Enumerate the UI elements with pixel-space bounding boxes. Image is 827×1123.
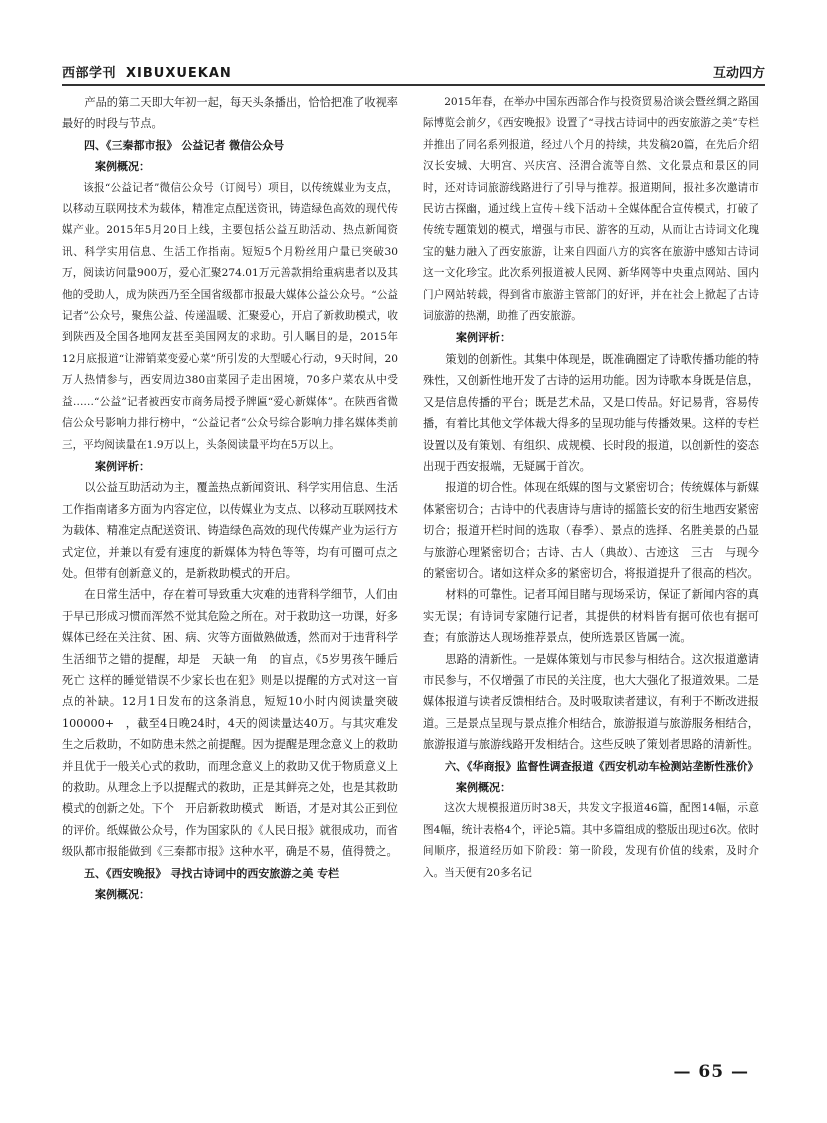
- column-name: 互动四方: [712, 66, 765, 81]
- page-number: — 65 —: [673, 1062, 749, 1082]
- right-column: [423, 92, 759, 1052]
- paragraph: 产品的第二天即大年初一起，每天头条播出，恰恰把准了收视率最好的时段与节点。: [62, 96, 398, 131]
- case-summary: 这次大规模报道历时38天，共发文字报道46篇，配图14幅，示意图4幅，统计表格4个，评论5篇。其中多篇组成的整版出现过6次。依时间顺序，报道经历如下阶段：第一阶段，发现有价值的线索，及时介入。当天便有20多名记: [423, 802, 759, 879]
- paragraph: 策划的创新性。其集中体现是，既准确圈定了诗歌传播功能的特殊性，又创新性地开发了古诗的运用功能。因为诗歌本身既是信息，又是信息传播的平台；既是艺术品，又是口传品。好记易背，容易传播，有着比其他文学体裁大得多的呈现功能与传播效果。这样的专栏设置以及有策划、有组织、成规模、长时段的报道，以创新性的姿态出现于西安报端，无疑属于首次。: [423, 352, 759, 473]
- journal-name: 西部学刊 XIBUXUEKAN: [62, 66, 232, 81]
- case-summary: 2015年春，在举办中国东西部合作与投资贸易洽谈会暨丝绸之路国际博览会前夕，《西安晚报》设置了“寻找古诗词中的西安旅游之美”专栏并推出了同名系列报道，经过八个月的持续，共发稿20篇，在先后介绍汉长安城、大明宫、兴庆宫、泾渭合流等自然、文化景点和景区的同时，还对诗词旅游线路进行了引导与推荐。报道期间，报社多次邀请市民访古探幽，通过线上宣传＋线下活动＋全媒体配合宣传模式，打破了传统专题策划的模式，增强与市民、游客的互动，从而让古诗词文化瑰宝的魅力融入了西安旅游，让来自四面八方的宾客在旅游中感知古诗词这一文化珍宝。此次系列报道被人民网、新华网等中央重点网站、国内门户网站转载，得到省市旅游主管部门的好评，并在社会上掀起了古诗词旅游的热潮，助推了西安旅游。: [423, 96, 759, 323]
- section-heading-6: 六、《华商报》监督性调查报道《西安机动车检测站垄断性涨价》: [445, 759, 759, 773]
- paragraph: 思路的清新性。一是媒体策划与市民参与相结合。这次报道邀请市民参与，不仅增强了市民的关注度，也大大强化了报道效果。二是媒体报道与读者反馈相结合。及时吸取读者建议，有利于不断改进报道。三是景点呈现与景点推介相结合，旅游报道与旅游服务相结合，旅游报道与旅游线路开发相结合。这些反映了策划者思路的清新性。: [423, 652, 759, 752]
- subheading: 案例评析：: [95, 459, 150, 473]
- paragraph: 以公益互助活动为主，覆盖热点新闻资讯、科学实用信息、生活工作指南诸多方面为内容定位，以传媒业为支点、以移动互联网技术为载体、精准定点配送资讯、铸造绿色高效的现代传媒产业为运行方式定位，并兼以有爱有速度的新媒体为特色等等，均有可圈可点之处。但带有创新意义的，是新救助模式的开启。: [62, 481, 398, 580]
- case-summary: 该报“公益记者”微信公众号（订阅号）项目，以传统媒业为支点，以移动互联网技术为载体，精准定点配送资讯，铸造绿色高效的现代传媒产业。2015年5月20日上线，主要包括公益互助活动、热点新闻资讯、科学实用信息、生活工作指南。短短5个月粉丝用户量已突破30万，阅读访问量900万，爱心汇聚274.01万元善款捐给重病患者以及其他的受助人，成为陕西乃至全国省级都市报最大媒体公益公众号。“公益记者”公众号，聚焦公益、传递温暖、汇聚爱心，开启了新救助模式，收到陕西及全国各地网友甚至美国网友的求助。引人瞩目的是，2015年12月底报道“让滞销菜变爱心菜”所引发的大型暖心行动，9天时间，20万人热情参与，西安周边380亩菜园子走出困境，70多户菜农从中受益……“公益”记者被西安市商务局授予牌匾“爱心新媒体”。在陕西省微信公众号影响力排行榜中，“公益记者”公众号综合影响力排名媒体类前三，平均阅读量在1.9万以上，头条阅读量平均在5万以上。: [62, 181, 398, 451]
- subheading: 案例评析：: [456, 331, 511, 345]
- paragraph: 在日常生活中，存在着可导致重大灾难的违背科学细节，人们由于早已形成习惯而浑然不觉其危险之所在。对于救助这一功课，好多媒体已经在关注贫、困、病、灾等方面做熟做透，然而对于违背科学生活细节之错的提醒，却是 天缺一角 的盲点，《5岁男孩午睡后死亡 这样的睡觉错误不少家长也在犯》则是以提醒的方式对这一盲点的补缺。12月1日发布的这条消息，短短10小时内阅读量突破 100000+ ，截至4日晚24时，4天的阅读量达40万。与其灾难发生之后救助，不如防患未然之前提醒。因为提醒是理念意义上的救助并且优于一般关心式的救助，而理念意义上的救助又优于物质意义上的救助。从理念上予以提醒式的救助，正是其鲜亮之处，也是其救助模式的创新之处。下个 开启新救助模式 断语，才是对其公正到位的评价。纸媒做公众号，作为国家队的《人民日报》就很成功，而省级队都市报能做到《三秦都市报》这种水平，确是不易，值得赞之。: [62, 588, 410, 859]
- section-heading-5: 五、《西安晚报》 寻找古诗词中的西安旅游之美 专栏: [84, 866, 340, 880]
- left-column: [62, 92, 410, 1052]
- subheading: 案例概况：: [95, 888, 150, 902]
- page-header: [62, 60, 765, 86]
- subheading: 案例概况：: [456, 781, 511, 794]
- journal-pinyin: XIBUXUEKAN: [126, 66, 232, 81]
- subheading: 案例概况：: [95, 160, 150, 174]
- paragraph: 材料的可靠性。记者耳闻目睹与现场采访，保证了新闻内容的真实无误；有诗词专家随行记者，其提供的材料皆有据可依也有据可查；有旅游达人现场推荐景点，使所选景区皆属一流。: [423, 588, 759, 645]
- paragraph: 报道的切合性。体现在纸媒的图与文紧密切合；传统媒体与新媒体紧密切合；古诗中的代表唐诗与唐诗的摇篮长安的衍生地西安紧密切合；报道开栏时间的选取（春季）、景点的选择、名胜美景的凸显与旅游心理紧密切合；古诗、古人（典故）、古迹这 三古 与现今的紧密切合。诸如这样众多的紧密切合，将报道提升了很高的档次。: [423, 481, 759, 580]
- section-heading-4: 四、《三秦都市报》 公益记者 微信公众号: [84, 138, 285, 152]
